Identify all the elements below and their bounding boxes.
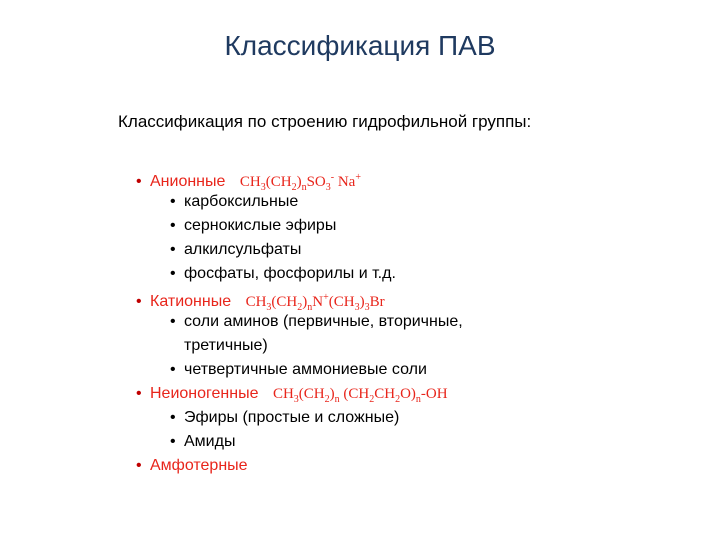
page-title: Классификация ПАВ [224, 30, 496, 61]
item-label: Эфиры (простые и сложные) [184, 409, 400, 426]
bullet: • [170, 217, 176, 234]
bullet: • [170, 193, 176, 210]
group-cationic-label: Катионные [150, 293, 232, 310]
anionic-formula: $CH_3(CH_2)_nSO_3^-$ Na+ [239, 172, 361, 193]
group-anionic-label: Анионные [150, 173, 226, 190]
group-amphoteric [136, 456, 248, 476]
list-item-continuation [184, 336, 268, 356]
bullet: • [170, 433, 176, 450]
bullet: • [170, 313, 176, 330]
list-item [170, 240, 301, 260]
bullet: • [136, 293, 142, 310]
list-item [170, 432, 235, 452]
item-label: сернокислые эфиры [184, 217, 337, 234]
nonionic-formula: $CH_3(CH_2)_n$ $(CH_2CH_2O)_n-OH$ [272, 386, 448, 405]
group-nonionic-label: Неионогенные [150, 385, 259, 402]
item-label: соли аминов (первичные, вторичные, [184, 313, 463, 330]
bullet: • [170, 361, 176, 378]
group-nonionic [136, 384, 448, 410]
list-item [170, 264, 396, 284]
bullet: • [136, 173, 142, 190]
item-label: фосфаты, фосфорилы и т.д. [184, 265, 396, 282]
item-label: Амиды [184, 433, 236, 450]
page-subtitle: Классификация по строению гидрофильной группы: [118, 112, 532, 131]
group-amphoteric-label: Амфотерные [150, 457, 248, 474]
item-label: алкилсульфаты [184, 241, 302, 258]
item-label: карбоксильные [184, 193, 299, 210]
list-item [170, 192, 298, 212]
item-label: четвертичные аммониевые соли [184, 361, 427, 378]
item-label: третичные) [184, 337, 268, 354]
list-item [170, 216, 336, 236]
list-item [170, 312, 463, 332]
list-item [170, 360, 427, 380]
bullet: • [136, 457, 142, 474]
cationic-formula: $CH_3(CH_2)_nN^+(CH_3)_3Br$ [245, 292, 385, 313]
bullet: • [170, 265, 176, 282]
bullet: • [170, 241, 176, 258]
bullet: • [170, 409, 176, 426]
bullet: • [136, 385, 142, 402]
list-item [170, 408, 399, 428]
